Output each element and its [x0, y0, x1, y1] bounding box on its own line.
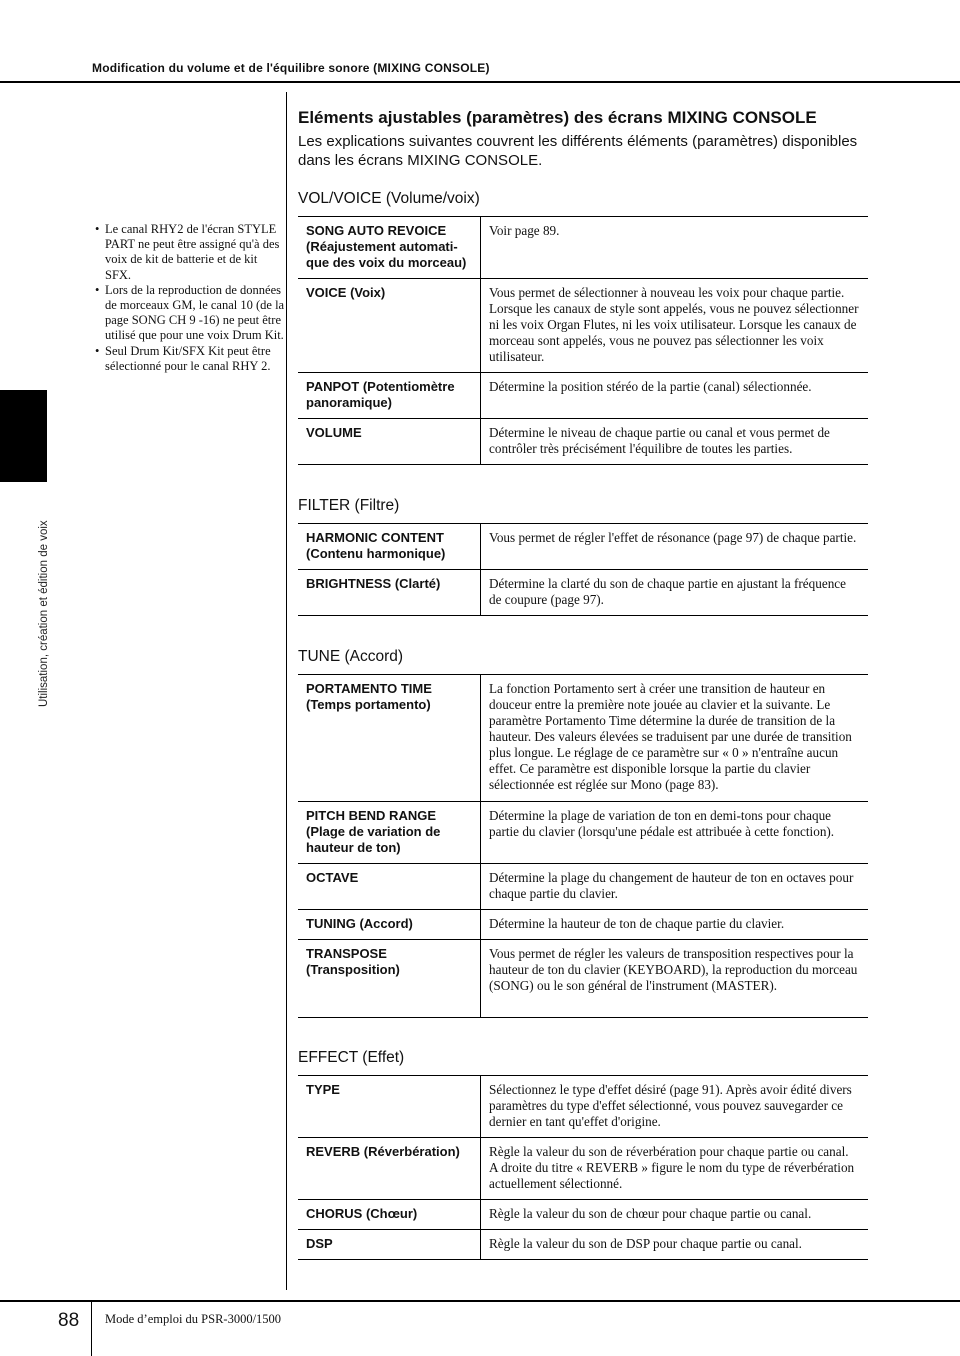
- param-label: TRANSPOSE (Transposition): [298, 940, 481, 1018]
- manual-title: Mode d’emploi du PSR-3000/1500: [105, 1312, 282, 1326]
- table-row: [298, 217, 868, 279]
- header-rule: [0, 81, 960, 83]
- footer-divider: [91, 1300, 92, 1356]
- section-title: EFFECT (Effet): [298, 1049, 405, 1066]
- param-label: REVERB (Réverbération): [298, 1138, 481, 1200]
- param-label: HARMONIC CONTENT (Contenu harmonique): [298, 524, 481, 570]
- param-desc: Détermine la plage de variation de ton en demi-tons pour chaque partie du clavier (lorsqu'une pédale est attribuée à cette fonction).: [481, 802, 869, 864]
- param-desc: Détermine la clarté du son de chaque partie en ajustant la fréquence de coupure (page 97).: [481, 570, 869, 616]
- table-row: [298, 802, 868, 864]
- param-label: PANPOT (Potentiomètre panoramique): [298, 373, 481, 419]
- param-desc: Détermine la plage du changement de hauteur de ton en octaves pour chaque partie du clavier.: [481, 864, 869, 910]
- param-label: CHORUS (Chœur): [298, 1200, 481, 1230]
- param-table: [298, 1075, 868, 1260]
- param-desc: Vous permet de régler les valeurs de transposition respectives pour la hauteur de ton du clavier (KEYBOARD), la reproduction du morceau (SONG) ou le son général de l'instrument (MASTER).: [481, 940, 869, 1018]
- param-label: BRIGHTNESS (Clarté): [298, 570, 481, 616]
- param-desc: Vous permet de régler l'effet de résonance (page 97) de chaque partie.: [481, 524, 869, 570]
- page-number: 88: [58, 1310, 80, 1331]
- param-label: TYPE: [298, 1076, 481, 1138]
- section-title: FILTER (Filtre): [298, 497, 400, 514]
- param-table: [298, 674, 868, 1018]
- param-desc: Règle la valeur du son de DSP pour chaque partie ou canal.: [481, 1230, 869, 1260]
- chapter-tab: [0, 390, 47, 482]
- param-desc: Vous permet de sélectionner à nouveau les voix pour chaque partie. Lorsque les canaux de style sont appelés, vous ne pouvez sélectionner ni les voix Organ Flutes, ni les voix utilisateur. Lorsque les canaux de morceau sont appelés, vous ne pouvez pas sélectionner les voix utilisateur.: [481, 279, 869, 373]
- running-header: Modification du volume et de l'équilibre sonore (MIXING CONSOLE): [92, 61, 490, 75]
- table-row: [298, 524, 868, 570]
- section-effect: [298, 1049, 868, 1260]
- column-divider: [286, 92, 287, 1290]
- param-table: [298, 523, 868, 616]
- param-desc: Voir page 89.: [481, 217, 869, 279]
- param-label: PORTAMENTO TIME (Temps portamento): [298, 675, 481, 802]
- table-row: [298, 910, 868, 940]
- param-label: VOICE (Voix): [298, 279, 481, 373]
- table-row: [298, 675, 868, 802]
- section-title: TUNE (Accord): [298, 648, 404, 665]
- param-desc: Détermine le niveau de chaque partie ou canal et vous permet de contrôler très précisément l'équilibre de toutes les parties.: [481, 419, 869, 465]
- table-row: [298, 1200, 868, 1230]
- chapter-tab-label: Utilisation, création et édition de voix: [38, 520, 50, 707]
- section-vol-voice: [298, 190, 868, 465]
- section-filter: [298, 497, 868, 616]
- param-label: SONG AUTO REVOICE (Réajustement automati-que des voix du morceau): [298, 217, 481, 279]
- param-desc: Sélectionnez le type d'effet désiré (page 91). Après avoir édité divers paramètres du type d'effet sélectionné, vous pouvez sauvegarder ce dernier en tant qu'effet d'origine.: [481, 1076, 869, 1138]
- note-item: • Le canal RHY2 de l'écran STYLE PART ne peut être assigné qu'à des voix de kit de batterie et de kit SFX.: [95, 222, 285, 283]
- param-label: VOLUME: [298, 419, 481, 465]
- note-item: • Lors de la reproduction de données de morceaux GM, le canal 10 (de la page SONG CH 9 -16) ne peut être utilisé que pour une voix Drum Kit.: [95, 283, 285, 344]
- section-tune: [298, 648, 868, 1018]
- param-label: OCTAVE: [298, 864, 481, 910]
- table-row: [298, 570, 868, 616]
- param-desc: Règle la valeur du son de réverbération pour chaque partie ou canal. A droite du titre « REVERB » figure le nom du type de réverbération actuellement sélectionné.: [481, 1138, 869, 1200]
- table-row: [298, 373, 868, 419]
- table-row: [298, 1076, 868, 1138]
- table-row: [298, 864, 868, 910]
- param-desc: Règle la valeur du son de chœur pour chaque partie ou canal.: [481, 1200, 869, 1230]
- intro-text: Les explications suivantes couvrent les différents éléments (paramètres) disponibles dans les écrans MIXING CONSOLE.: [298, 133, 858, 169]
- param-label: PITCH BEND RANGE (Plage de variation de hauteur de ton): [298, 802, 481, 864]
- table-row: [298, 940, 868, 1018]
- table-row: [298, 1230, 868, 1260]
- param-label: TUNING (Accord): [298, 910, 481, 940]
- table-row: [298, 1138, 868, 1200]
- param-desc: Détermine la hauteur de ton de chaque partie du clavier.: [481, 910, 869, 940]
- param-table: [298, 216, 868, 465]
- section-title: VOL/VOICE (Volume/voix): [298, 190, 480, 207]
- note-item: • Seul Drum Kit/SFX Kit peut être sélectionné pour le canal RHY 2.: [95, 344, 285, 374]
- table-row: [298, 419, 868, 465]
- param-desc: Détermine la position stéréo de la partie (canal) sélectionnée.: [481, 373, 869, 419]
- param-desc: La fonction Portamento sert à créer une transition de hauteur en douceur entre la première note jouée au clavier et la suivante. Le paramètre Portamento Time détermine la durée de transition de la hauteur. Des valeurs élevées se traduisent par une durée de transition plus longue. Le réglage de ce paramètre sur « 0 » n'entraîne aucun effet. Ce paramètre est disponible lorsque la partie du clavier sélectionnée est réglée sur Mono (page 83).: [481, 675, 869, 802]
- side-notes: [95, 222, 285, 374]
- main-intro: [298, 108, 868, 170]
- footer-rule: [0, 1300, 960, 1302]
- table-row: [298, 279, 868, 373]
- param-label: DSP: [298, 1230, 481, 1260]
- page-title: Eléments ajustables (paramètres) des écrans MIXING CONSOLE: [298, 108, 817, 127]
